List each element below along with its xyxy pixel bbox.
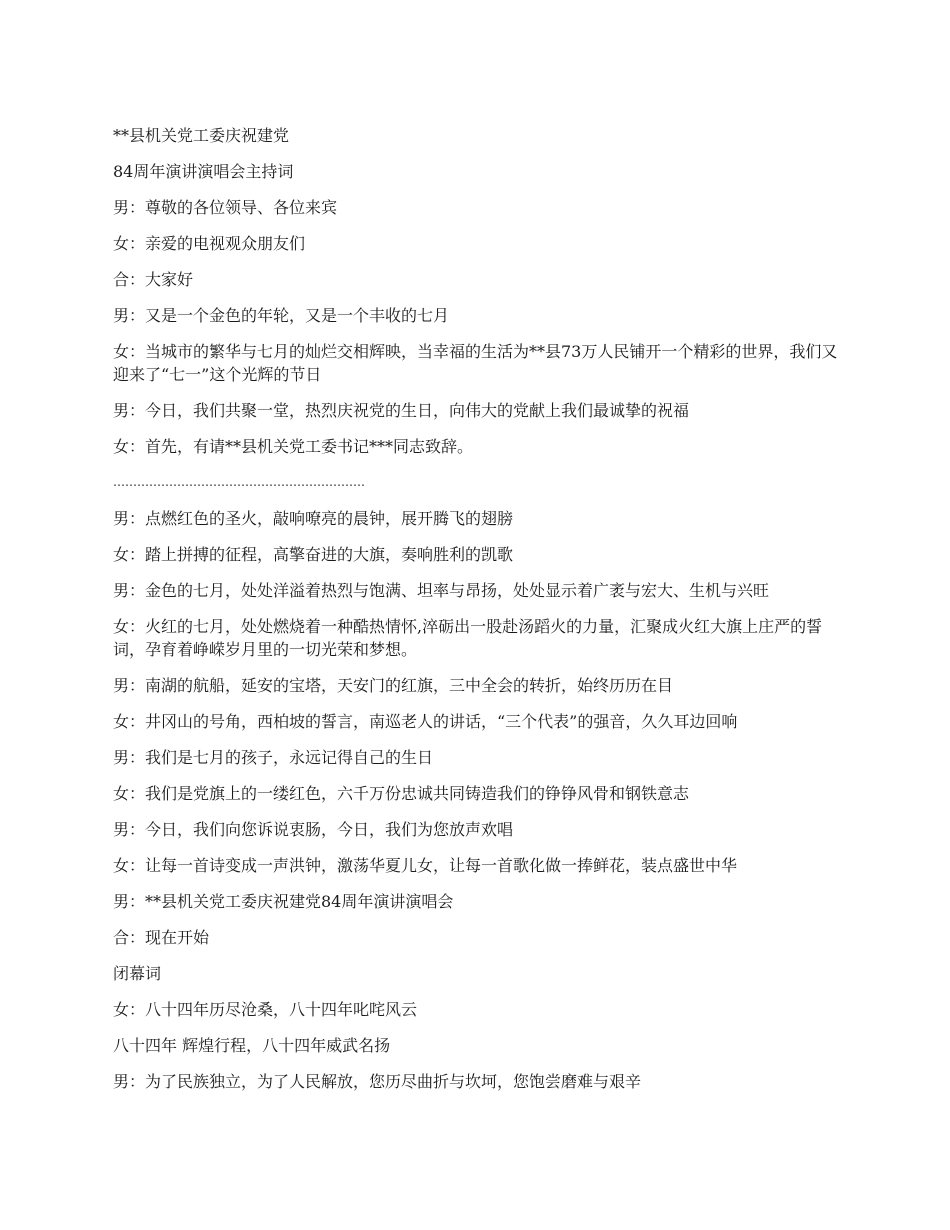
paragraph: 女：让每一首诗变成一声洪钟，激荡华夏儿女，让每一首歌化做一捧鲜花，装点盛世中华 bbox=[113, 856, 738, 875]
paragraph: 男：今日，我们共聚一堂，热烈庆祝党的生日，向伟大的党献上我们最诚挚的祝福 bbox=[113, 401, 690, 420]
document-body bbox=[113, 124, 841, 1106]
document-title-line-2: 84周年演讲演唱会主持词 bbox=[113, 162, 294, 181]
paragraph: 男：我们是七月的孩子，永远记得自己的生日 bbox=[113, 748, 434, 767]
paragraph: 女：亲爱的电视观众朋友们 bbox=[113, 234, 306, 253]
paragraph: 男：尊敬的各位领导、各位来宾 bbox=[113, 198, 338, 217]
dotted-divider: ……………………………………………………… bbox=[113, 475, 365, 489]
paragraph: 八十四年 辉煌行程，八十四年威武名扬 bbox=[113, 1036, 391, 1055]
paragraph: 合：大家好 bbox=[113, 270, 194, 289]
paragraph: 女：我们是党旗上的一缕红色，六千万份忠诚共同铸造我们的铮铮风骨和钢铁意志 bbox=[113, 784, 690, 803]
paragraph: 女：火红的七月，处处燃烧着一种酷热情怀,淬砺出一股赴汤蹈火的力量，汇聚成火红大旗上庄严的誓词，孕育着峥嵘岁月里的一切光荣和梦想。 bbox=[113, 617, 823, 659]
paragraph: 男：点燃红色的圣火，敲响嘹亮的晨钟，展开腾飞的翅膀 bbox=[113, 509, 514, 528]
paragraph: 女：井冈山的号角，西柏坡的誓言，南巡老人的讲话，“三个代表”的强音，久久耳边回响 bbox=[113, 712, 738, 731]
paragraph: 男：南湖的航船，延安的宝塔，天安门的红旗，三中全会的转折，始终历历在目 bbox=[113, 676, 674, 695]
paragraph: 男：**县机关党工委庆祝建党84周年演讲演唱会 bbox=[113, 892, 454, 911]
paragraph: 合：现在开始 bbox=[113, 928, 210, 947]
paragraph: 男：为了民族独立，为了人民解放，您历尽曲折与坎坷，您饱尝磨难与艰辛 bbox=[113, 1072, 642, 1091]
paragraph: 女：当城市的繁华与七月的灿烂交相辉映，当幸福的生活为**县73万人民铺开一个精彩的世界，我们又迎来了“七一”这个光辉的节日 bbox=[113, 342, 838, 384]
document-title-line-1: **县机关党工委庆祝建党 bbox=[113, 126, 290, 145]
paragraph: 男：金色的七月，处处洋溢着热烈与饱满、坦率与昂扬，处处显示着广袤与宏大、生机与兴旺 bbox=[113, 581, 770, 600]
paragraph: 男：又是一个金色的年轮，又是一个丰收的七月 bbox=[113, 306, 450, 325]
paragraph: 女：首先，有请**县机关党工委书记***同志致辞。 bbox=[113, 437, 474, 456]
paragraph: 女：踏上拼搏的征程，高擎奋进的大旗，奏响胜利的凯歌 bbox=[113, 545, 514, 564]
paragraph: 男：今日，我们向您诉说衷肠，今日，我们为您放声欢唱 bbox=[113, 820, 514, 839]
paragraph: 女：八十四年历尽沧桑，八十四年叱咤风云 bbox=[113, 1000, 418, 1019]
section-heading-closing: 闭幕词 bbox=[113, 964, 162, 983]
